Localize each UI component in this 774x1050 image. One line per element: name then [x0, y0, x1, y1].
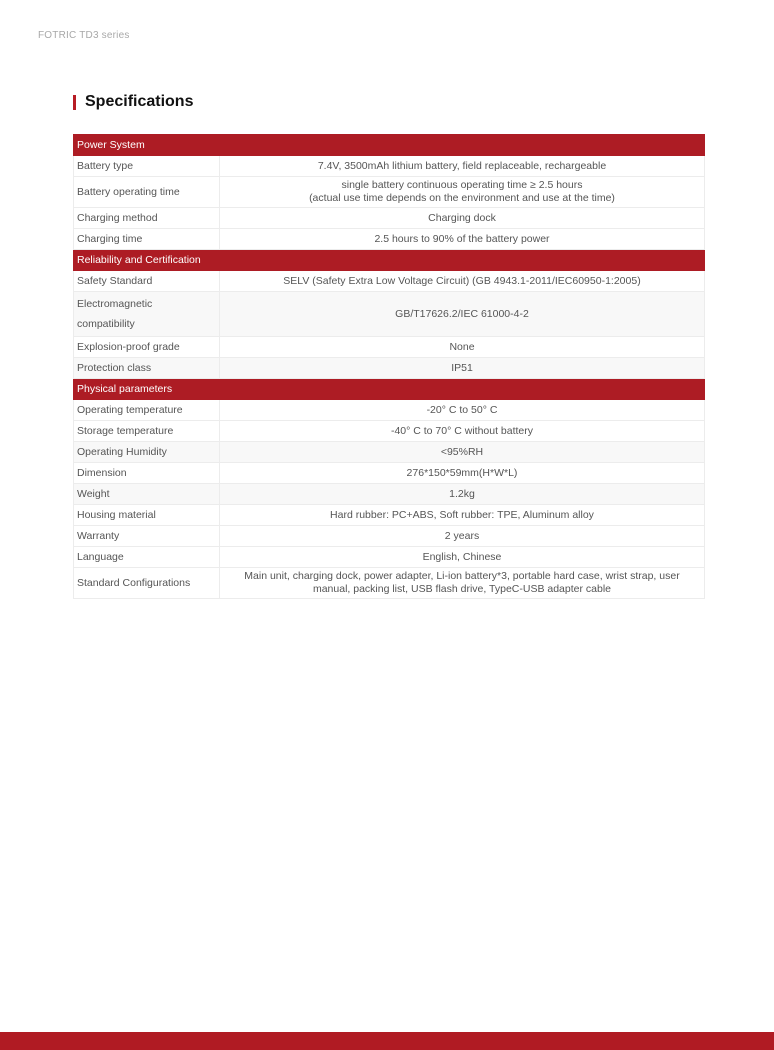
table-row — [74, 156, 705, 177]
row-value: English, Chinese — [220, 547, 705, 568]
row-value: SELV (Safety Extra Low Voltage Circuit) (GB 4943.1-2011/IEC60950-1:2005) — [220, 271, 705, 292]
row-label: Warranty — [74, 526, 220, 547]
row-label: Dimension — [74, 463, 220, 484]
table-row — [74, 526, 705, 547]
row-label: Charging time — [74, 229, 220, 250]
row-label: Charging method — [74, 208, 220, 229]
row-value: -20° C to 50° C — [220, 400, 705, 421]
row-value: 2 years — [220, 526, 705, 547]
running-header: FOTRIC TD3 series — [38, 30, 130, 41]
row-value: 276*150*59mm(H*W*L) — [220, 463, 705, 484]
table-row — [74, 484, 705, 505]
row-label-line: compatibility — [77, 318, 135, 330]
row-label: Battery type — [74, 156, 220, 177]
table-row — [74, 337, 705, 358]
table-row — [74, 547, 705, 568]
row-value: 1.2kg — [220, 484, 705, 505]
row-value — [220, 568, 705, 599]
row-value: -40° C to 70° C without battery — [220, 421, 705, 442]
section-title: Specifications — [85, 93, 194, 110]
row-value: 7.4V, 3500mAh lithium battery, field replaceable, rechargeable — [220, 156, 705, 177]
table-row — [74, 400, 705, 421]
section-heading — [73, 93, 193, 111]
table-row — [74, 442, 705, 463]
table-row — [74, 271, 705, 292]
table-row — [74, 177, 705, 208]
row-value-line: Main unit, charging dock, power adapter, Li-ion battery*3, portable hard case, wrist strap, user — [244, 570, 680, 582]
row-value: Hard rubber: PC+ABS, Soft rubber: TPE, Aluminum alloy — [220, 505, 705, 526]
row-value: IP51 — [220, 358, 705, 379]
group-title: Reliability and Certification — [74, 250, 705, 271]
table-row — [74, 208, 705, 229]
heading-accent-bar — [73, 95, 76, 110]
footer-band — [0, 1032, 774, 1050]
row-label: Operating temperature — [74, 400, 220, 421]
row-value — [220, 177, 705, 208]
row-label: Explosion-proof grade — [74, 337, 220, 358]
row-label: Operating Humidity — [74, 442, 220, 463]
row-label: Safety Standard — [74, 271, 220, 292]
table-row — [74, 358, 705, 379]
row-label: Language — [74, 547, 220, 568]
row-label: Standard Configurations — [74, 568, 220, 599]
table-row — [74, 505, 705, 526]
row-value: 2.5 hours to 90% of the battery power — [220, 229, 705, 250]
table-row — [74, 463, 705, 484]
row-label: Storage temperature — [74, 421, 220, 442]
group-header-reliability-certification — [74, 250, 705, 271]
row-label: Battery operating time — [74, 177, 220, 208]
row-value-line: single battery continuous operating time ≥ 2.5 hours — [341, 179, 583, 191]
row-label: Housing material — [74, 505, 220, 526]
row-label: Protection class — [74, 358, 220, 379]
group-title: Power System — [74, 135, 705, 156]
row-value-line: (actual use time depends on the environment and use at the time) — [309, 192, 615, 204]
table-row — [74, 568, 705, 599]
specifications-table — [73, 134, 705, 599]
row-value: <95%RH — [220, 442, 705, 463]
group-title: Physical parameters — [74, 379, 705, 400]
row-label: Weight — [74, 484, 220, 505]
group-header-power-system — [74, 135, 705, 156]
table-row — [74, 292, 705, 337]
row-label — [74, 292, 220, 337]
group-header-physical-parameters — [74, 379, 705, 400]
row-value: Charging dock — [220, 208, 705, 229]
row-value: None — [220, 337, 705, 358]
row-label-line: Electromagnetic — [77, 298, 153, 310]
table-row — [74, 421, 705, 442]
row-value: GB/T17626.2/IEC 61000-4-2 — [220, 292, 705, 337]
table-row — [74, 229, 705, 250]
row-value-line: manual, packing list, USB flash drive, TypeC-USB adapter cable — [312, 583, 612, 595]
